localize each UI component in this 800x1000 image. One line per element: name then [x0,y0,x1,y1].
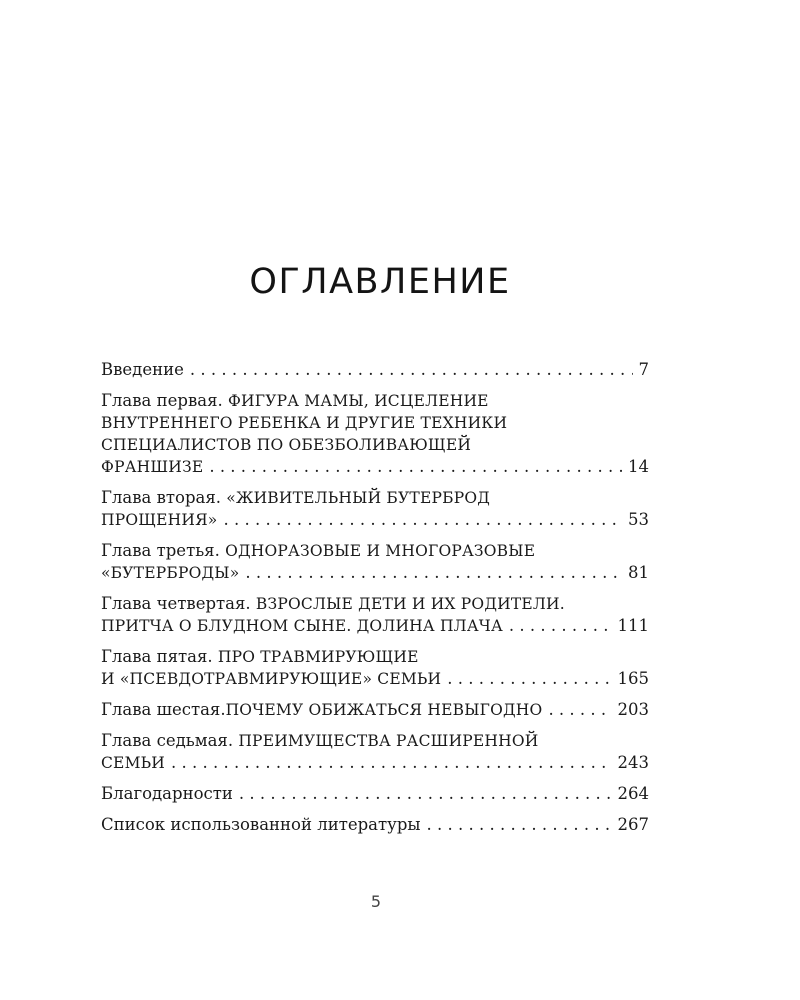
toc-entry-title: ПРИТЧА О БЛУДНОМ СЫНЕ. ДОЛИНА ПЛАЧА [101,617,503,635]
toc-entry[interactable] [101,540,649,584]
toc-entry-line [101,593,649,615]
toc-entry-title: ФИГУРА МАМЫ, ИСЦЕЛЕНИЕ [227,392,489,410]
toc-entry-page: 53 [628,510,649,529]
toc-entry[interactable] [101,487,649,531]
toc-entry-last-line [101,359,649,381]
dot-leader [427,814,612,836]
toc-entry[interactable] [101,390,649,478]
toc-entry-last-line [101,752,649,774]
toc-entry-title: СПЕЦИАЛИСТОВ ПО ОБЕЗБОЛИВАЮЩЕЙ [101,436,472,454]
toc-entry[interactable] [101,359,649,381]
toc-entry-last-line [101,615,649,637]
toc-entry-line [101,412,649,434]
dot-leader [239,783,612,805]
toc-entry-last-line [101,668,649,690]
toc-entry-chapter: Глава четвертая. [101,594,256,613]
toc-entry-last-line [101,699,649,721]
toc-entry-title: ОДНОРАЗОВЫЕ И МНОГОРАЗОВЫЕ [225,542,536,560]
toc-entry-page: 243 [617,753,649,772]
toc-entry-page: 165 [617,669,649,688]
toc-entry-label: Введение [101,360,184,379]
dot-leader [190,359,633,381]
toc-entry-last-line [101,562,649,584]
toc-entry-chapter: Глава шестая. [101,700,226,719]
toc-entry-line [101,540,649,562]
toc-entry[interactable] [101,699,649,721]
toc-entry-chapter: Глава первая. [101,391,228,410]
toc-entry-title: И «ПСЕВДОТРАВМИРУЮЩИЕ» СЕМЬИ [101,670,442,688]
toc-entry-title: ФРАНШИЗЕ [101,458,204,476]
toc-entry-page: 81 [628,563,649,582]
toc-entry[interactable] [101,814,649,836]
page-number: 5 [370,892,382,911]
toc-entry-line [101,390,649,412]
toc-entry[interactable] [101,730,649,774]
toc-entry-line [101,730,649,752]
table-of-contents [101,359,649,845]
toc-entry-line [101,434,649,456]
toc-entry[interactable] [101,783,649,805]
toc-entry-page: 264 [617,784,649,803]
dot-leader [209,456,622,478]
toc-entry-chapter: Глава третья. [101,541,226,560]
toc-entry-title: «ЖИВИТЕЛЬНЫЙ БУТЕРБРОД [226,489,491,507]
toc-entry-last-line [101,783,649,805]
toc-entry-title: ВЗРОСЛЫЕ ДЕТИ И ИХ РОДИТЕЛИ. [255,595,565,613]
toc-entry-title: ВНУТРЕННЕГО РЕБЕНКА И ДРУГИЕ ТЕХНИКИ [101,414,508,432]
toc-entry-page: 7 [638,360,649,379]
toc-entry-page: 14 [628,457,649,476]
toc-entry-page: 203 [617,700,649,719]
dot-leader [548,699,611,721]
toc-entry-chapter: Глава седьмая. [101,731,239,750]
toc-entry-last-line [101,456,649,478]
dot-leader [447,668,611,690]
toc-entry[interactable] [101,646,649,690]
dot-leader [171,752,611,774]
toc-entry-last-line [101,814,649,836]
toc-entry-last-line [101,509,649,531]
toc-entry-label: Благодарности [101,784,233,803]
toc-entry-title: «БУТЕРБРОДЫ» [101,564,240,582]
toc-entry-title: ПОЧЕМУ ОБИЖАТЬСЯ НЕВЫГОДНО [225,701,543,719]
dot-leader [245,562,622,584]
toc-entry-label: Список использованной литературы [101,815,421,834]
toc-entry-page: 267 [617,815,649,834]
dot-leader [224,509,623,531]
toc-entry-title: ПРО ТРАВМИРУЮЩИЕ [217,648,419,666]
toc-entry-page: 111 [617,616,649,635]
toc-entry-line [101,646,649,668]
toc-entry-title: ПРОЩЕНИЯ» [101,511,218,529]
page-title: ОГЛАВЛЕНИЕ [249,262,511,302]
toc-entry-title: СЕМЬИ [101,754,166,772]
toc-entry[interactable] [101,593,649,637]
dot-leader [509,615,612,637]
toc-entry-title: ПРЕИМУЩЕСТВА РАСШИРЕННОЙ [238,732,539,750]
toc-entry-chapter: Глава пятая. [101,647,218,666]
toc-entry-line [101,487,649,509]
toc-entry-chapter: Глава вторая. [101,488,227,507]
